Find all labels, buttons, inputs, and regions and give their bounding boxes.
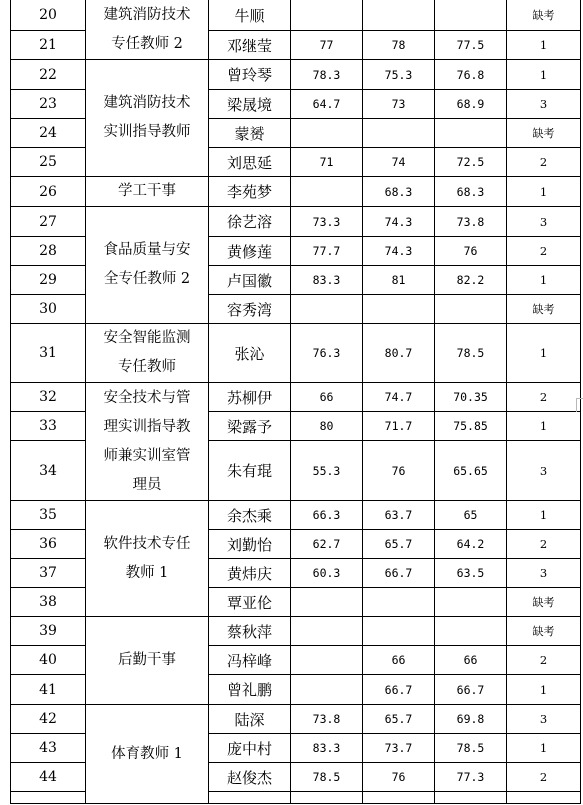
interview-score-cell: 65.7 <box>363 705 435 734</box>
interview-score-cell <box>363 119 435 148</box>
candidate-name-cell: 刘思延 <box>209 148 291 177</box>
candidate-name-cell: 徐艺溶 <box>209 207 291 237</box>
interview-score-cell: 68.3 <box>363 177 435 207</box>
table-row <box>11 383 581 412</box>
table-row <box>11 501 581 530</box>
rank-cell: 缺考 <box>507 617 581 646</box>
candidate-name-cell: 蔡秋萍 <box>209 617 291 646</box>
written-score-cell: 83.3 <box>291 734 363 763</box>
written-score-cell: 55.3 <box>291 441 363 501</box>
rank-cell: 1 <box>507 734 581 763</box>
rank-cell: 缺考 <box>507 0 581 31</box>
candidate-name-cell: 朱有琨 <box>209 441 291 501</box>
row-number-cell: 38 <box>11 588 86 617</box>
written-score-cell: 76.3 <box>291 324 363 383</box>
rank-cell: 3 <box>507 90 581 119</box>
row-number-cell: 41 <box>11 675 86 705</box>
row-number-cell: 30 <box>11 295 86 324</box>
rank-cell: 1 <box>507 412 581 441</box>
total-score-cell: 77.5 <box>435 31 507 60</box>
row-number-cell: 43 <box>11 734 86 763</box>
position-title-line: 专任教师 2 <box>111 35 183 52</box>
written-score-cell: 66.3 <box>291 501 363 530</box>
written-score-cell: 77 <box>291 31 363 60</box>
score-table-body <box>11 0 581 804</box>
position-title-line: 体育教师 1 <box>111 745 183 762</box>
total-score-cell: 68.9 <box>435 90 507 119</box>
position-title-line: 学工干事 <box>118 183 176 199</box>
table-row <box>11 207 581 237</box>
interview-score-cell: 66.7 <box>363 675 435 705</box>
empty-cell <box>435 792 507 804</box>
interview-score-cell: 74 <box>363 148 435 177</box>
total-score-cell: 82.2 <box>435 266 507 295</box>
written-score-cell <box>291 295 363 324</box>
position-title-cell <box>86 207 209 324</box>
page-edge-marker <box>576 398 583 412</box>
interview-score-cell: 74.3 <box>363 237 435 266</box>
written-score-cell <box>291 177 363 207</box>
empty-cell <box>209 792 291 804</box>
interview-score-cell: 80.7 <box>363 324 435 383</box>
interview-score-cell: 66 <box>363 646 435 675</box>
candidate-name-cell: 梁晟境 <box>209 90 291 119</box>
rank-cell: 2 <box>507 148 581 177</box>
candidate-name-cell: 梁露予 <box>209 412 291 441</box>
written-score-cell <box>291 646 363 675</box>
row-number-cell: 32 <box>11 383 86 412</box>
written-score-cell: 73.8 <box>291 705 363 734</box>
interview-score-cell: 73.7 <box>363 734 435 763</box>
candidate-name-cell: 余杰乘 <box>209 501 291 530</box>
rank-cell: 3 <box>507 705 581 734</box>
candidate-name-cell: 覃亚伦 <box>209 588 291 617</box>
total-score-cell: 65.65 <box>435 441 507 501</box>
candidate-name-cell: 庞中村 <box>209 734 291 763</box>
rank-cell: 1 <box>507 501 581 530</box>
total-score-cell: 75.85 <box>435 412 507 441</box>
row-number-cell: 40 <box>11 646 86 675</box>
rank-cell: 1 <box>507 266 581 295</box>
table-row <box>11 60 581 90</box>
position-title-line: 全专任教师 2 <box>103 271 191 287</box>
position-title-line: 理实训指导教 <box>103 418 191 435</box>
total-score-cell: 72.5 <box>435 148 507 177</box>
row-number-cell: 29 <box>11 266 86 295</box>
position-title-line: 食品质量与安 <box>103 242 191 258</box>
position-title-line: 安全智能监测 <box>103 330 191 346</box>
row-number-cell: 36 <box>11 530 86 559</box>
interview-score-cell <box>363 617 435 646</box>
row-number-cell: 37 <box>11 559 86 588</box>
total-score-cell <box>435 588 507 617</box>
candidate-name-cell: 蒙赟 <box>209 119 291 148</box>
row-number-cell: 35 <box>11 501 86 530</box>
table-row <box>11 617 581 646</box>
candidate-name-cell: 牛顺 <box>209 0 291 31</box>
position-title-cell <box>86 705 209 804</box>
position-title-line: 理员 <box>132 476 162 493</box>
row-number-cell: 28 <box>11 237 86 266</box>
rank-cell: 1 <box>507 675 581 705</box>
rank-cell: 1 <box>507 177 581 207</box>
row-number-cell: 44 <box>11 763 86 792</box>
position-title-line: 建筑消防技术 <box>103 6 191 23</box>
row-number-cell: 21 <box>11 31 86 60</box>
position-title-cell <box>86 617 209 705</box>
written-score-cell: 62.7 <box>291 530 363 559</box>
rank-cell: 2 <box>507 530 581 559</box>
written-score-cell <box>291 588 363 617</box>
written-score-cell <box>291 675 363 705</box>
total-score-cell: 69.8 <box>435 705 507 734</box>
total-score-cell <box>435 295 507 324</box>
written-score-cell: 83.3 <box>291 266 363 295</box>
candidate-name-cell: 张沁 <box>209 324 291 383</box>
written-score-cell <box>291 119 363 148</box>
empty-cell <box>11 792 86 804</box>
row-number-cell: 31 <box>11 324 86 383</box>
table-row <box>11 0 581 31</box>
rank-cell: 1 <box>507 324 581 383</box>
position-title-line: 实训指导教师 <box>103 124 191 140</box>
rank-cell: 2 <box>507 237 581 266</box>
total-score-cell: 76 <box>435 237 507 266</box>
rank-cell: 2 <box>507 763 581 792</box>
interview-score-cell: 78 <box>363 31 435 60</box>
row-number-cell: 27 <box>11 207 86 237</box>
position-title-line: 教师 1 <box>125 564 169 581</box>
written-score-cell <box>291 617 363 646</box>
total-score-cell: 68.3 <box>435 177 507 207</box>
total-score-cell: 73.8 <box>435 207 507 237</box>
table-row <box>11 177 581 207</box>
interview-score-cell: 74.7 <box>363 383 435 412</box>
interview-score-cell: 75.3 <box>363 60 435 90</box>
written-score-cell: 60.3 <box>291 559 363 588</box>
empty-cell <box>363 792 435 804</box>
total-score-cell: 78.5 <box>435 324 507 383</box>
total-score-cell: 70.35 <box>435 383 507 412</box>
written-score-cell: 71 <box>291 148 363 177</box>
row-number-cell: 20 <box>11 0 86 31</box>
candidate-name-cell: 黄炜庆 <box>209 559 291 588</box>
position-title-line: 软件技术专任 <box>103 535 191 552</box>
position-title-cell <box>86 501 209 617</box>
position-title-line: 建筑消防技术 <box>103 95 191 111</box>
empty-cell <box>507 792 581 804</box>
rank-cell: 缺考 <box>507 588 581 617</box>
row-number-cell: 26 <box>11 177 86 207</box>
total-score-cell: 66 <box>435 646 507 675</box>
interview-score-cell: 73 <box>363 90 435 119</box>
position-title-cell <box>86 324 209 383</box>
row-number-cell: 24 <box>11 119 86 148</box>
rank-cell: 3 <box>507 441 581 501</box>
total-score-cell: 65 <box>435 501 507 530</box>
candidate-name-cell: 黄修莲 <box>209 237 291 266</box>
written-score-cell: 80 <box>291 412 363 441</box>
total-score-cell <box>435 617 507 646</box>
interview-score-cell: 63.7 <box>363 501 435 530</box>
written-score-cell: 73.3 <box>291 207 363 237</box>
candidate-name-cell: 容秀湾 <box>209 295 291 324</box>
rank-cell: 缺考 <box>507 295 581 324</box>
interview-score-cell: 65.7 <box>363 530 435 559</box>
total-score-cell: 66.7 <box>435 675 507 705</box>
written-score-cell: 78.5 <box>291 763 363 792</box>
row-number-cell: 39 <box>11 617 86 646</box>
row-number-cell: 42 <box>11 705 86 734</box>
total-score-cell: 77.3 <box>435 763 507 792</box>
interview-score-cell <box>363 588 435 617</box>
position-title-cell <box>86 60 209 177</box>
total-score-cell <box>435 119 507 148</box>
position-title-cell <box>86 0 209 60</box>
table-row <box>11 705 581 734</box>
interview-score-cell: 81 <box>363 266 435 295</box>
written-score-cell: 77.7 <box>291 237 363 266</box>
position-title-cell <box>86 383 209 501</box>
candidate-name-cell: 陆深 <box>209 705 291 734</box>
score-table <box>10 0 581 804</box>
interview-score-cell: 76 <box>363 763 435 792</box>
position-title-line: 师兼实训室管 <box>103 447 191 464</box>
interview-score-cell: 71.7 <box>363 412 435 441</box>
rank-cell: 1 <box>507 60 581 90</box>
candidate-name-cell: 冯梓峰 <box>209 646 291 675</box>
written-score-cell: 78.3 <box>291 60 363 90</box>
interview-score-cell: 76 <box>363 441 435 501</box>
interview-score-cell <box>363 295 435 324</box>
row-number-cell: 23 <box>11 90 86 119</box>
total-score-cell: 76.8 <box>435 60 507 90</box>
row-number-cell: 25 <box>11 148 86 177</box>
rank-cell: 3 <box>507 559 581 588</box>
rank-cell: 3 <box>507 207 581 237</box>
row-number-cell: 33 <box>11 412 86 441</box>
row-number-cell: 34 <box>11 441 86 501</box>
interview-score-cell: 66.7 <box>363 559 435 588</box>
total-score-cell: 78.5 <box>435 734 507 763</box>
total-score-cell: 64.2 <box>435 530 507 559</box>
written-score-cell <box>291 0 363 31</box>
candidate-name-cell: 李苑梦 <box>209 177 291 207</box>
candidate-name-cell: 赵俊杰 <box>209 763 291 792</box>
candidate-name-cell: 曾玲琴 <box>209 60 291 90</box>
rank-cell: 2 <box>507 646 581 675</box>
total-score-cell: 63.5 <box>435 559 507 588</box>
interview-score-cell <box>363 0 435 31</box>
candidate-name-cell: 刘勤怡 <box>209 530 291 559</box>
position-title-line: 后勤干事 <box>118 652 176 668</box>
rank-cell: 1 <box>507 31 581 60</box>
interview-score-cell: 74.3 <box>363 207 435 237</box>
candidate-name-cell: 邓继莹 <box>209 31 291 60</box>
written-score-cell: 66 <box>291 383 363 412</box>
empty-cell <box>291 792 363 804</box>
position-title-line: 安全技术与管 <box>103 389 191 406</box>
position-title-line: 专任教师 <box>118 359 176 375</box>
table-row <box>11 324 581 383</box>
written-score-cell: 64.7 <box>291 90 363 119</box>
candidate-name-cell: 苏柳伊 <box>209 383 291 412</box>
candidate-name-cell: 卢国徽 <box>209 266 291 295</box>
position-title-cell <box>86 177 209 207</box>
rank-cell: 2 <box>507 383 581 412</box>
total-score-cell <box>435 0 507 31</box>
row-number-cell: 22 <box>11 60 86 90</box>
candidate-name-cell: 曾礼鹏 <box>209 675 291 705</box>
rank-cell: 缺考 <box>507 119 581 148</box>
